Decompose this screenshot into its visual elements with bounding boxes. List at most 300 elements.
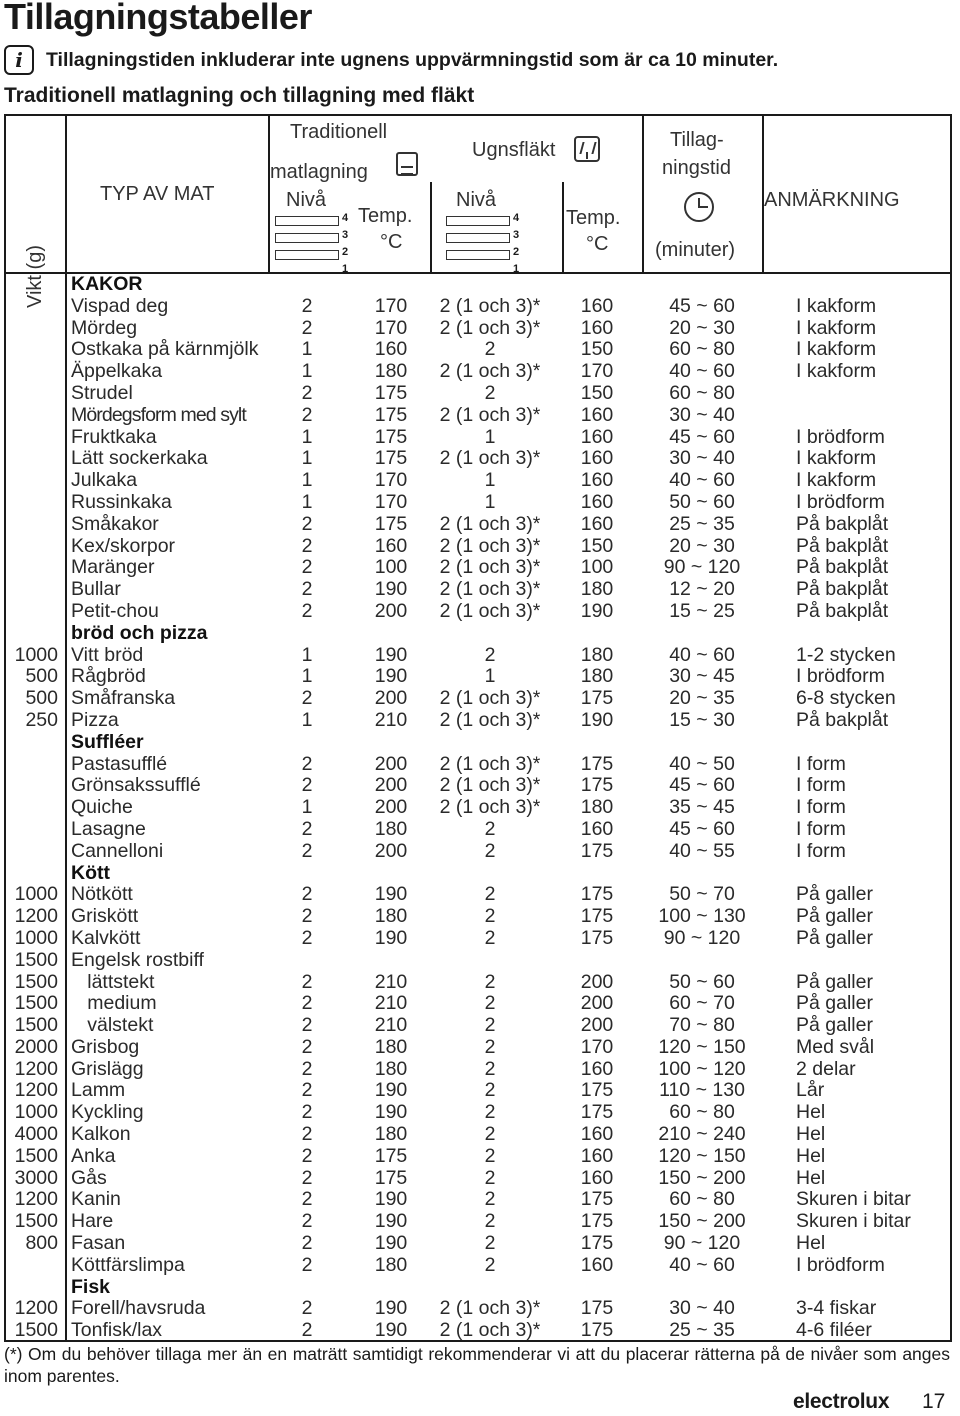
weight-cell: 1200 bbox=[14, 1079, 58, 1102]
time-cell: 35 ~ 45 bbox=[669, 796, 735, 819]
temp-traditional-cell: 190 bbox=[374, 1101, 408, 1124]
level-fan-cell: 2 bbox=[484, 1210, 496, 1233]
table-row bbox=[6, 536, 950, 558]
remark-cell: I kakform bbox=[796, 338, 877, 361]
level-fan-cell: 2 (1 och 3)* bbox=[439, 360, 541, 383]
temp-traditional-cell: 100 bbox=[374, 556, 408, 579]
level-traditional-cell: 2 bbox=[301, 1210, 313, 1233]
temp-traditional-cell: 180 bbox=[374, 360, 408, 383]
temp-fan-cell: 175 bbox=[580, 926, 614, 949]
level-traditional-cell: 2 bbox=[301, 381, 313, 404]
weight-cell: 1200 bbox=[14, 905, 58, 928]
temp-traditional-cell: 180 bbox=[374, 817, 408, 840]
info-icon: i bbox=[4, 45, 34, 75]
table-row bbox=[6, 754, 950, 776]
food-cell: Ostkaka på kärnmjölk bbox=[71, 338, 259, 361]
table-row bbox=[6, 1168, 950, 1190]
food-cell: Lamm bbox=[71, 1079, 126, 1102]
food-cell: Tonfisk/lax bbox=[71, 1319, 163, 1342]
temp-traditional-cell: 200 bbox=[374, 752, 408, 775]
table-row bbox=[6, 405, 950, 427]
temp-fan-cell: 160 bbox=[580, 1144, 614, 1167]
temp-fan-cell: 150 bbox=[580, 338, 614, 361]
info-text: Tillagningstiden inkluderar inte ugnens uppvärmningstid som är ca 10 minuter. bbox=[46, 48, 779, 71]
level-fan-cell: 2 (1 och 3)* bbox=[439, 447, 541, 470]
table-row bbox=[6, 1015, 950, 1037]
level-fan-cell: 2 bbox=[484, 1232, 496, 1255]
temp-traditional-cell: 190 bbox=[374, 1188, 408, 1211]
category-row bbox=[6, 863, 950, 885]
time-cell: 100 ~ 130 bbox=[658, 905, 746, 928]
remark-cell: I brödform bbox=[796, 665, 885, 688]
table-row bbox=[6, 1037, 950, 1059]
food-cell: Petit-chou bbox=[71, 599, 159, 622]
time-cell: 50 ~ 60 bbox=[669, 490, 735, 513]
food-cell: Russinkaka bbox=[71, 490, 172, 513]
food-cell: Julkaka bbox=[71, 469, 138, 492]
food-cell: Mördeg bbox=[71, 316, 138, 339]
level-fan-cell: 2 bbox=[484, 1079, 496, 1102]
remark-cell: På bakplåt bbox=[796, 578, 889, 601]
food-cell: Småfranska bbox=[71, 687, 176, 710]
food-cell: Cannelloni bbox=[71, 839, 164, 862]
temp-traditional-cell: 170 bbox=[374, 469, 408, 492]
temp-fan-cell: 160 bbox=[580, 294, 614, 317]
table-row bbox=[6, 1102, 950, 1124]
temp-fan-cell: 100 bbox=[580, 556, 614, 579]
level-fan-cell: 2 (1 och 3)* bbox=[439, 556, 541, 579]
header-level-traditional: Nivå bbox=[286, 189, 327, 211]
level-traditional-cell: 2 bbox=[301, 1101, 313, 1124]
weight-cell: 1500 bbox=[14, 992, 58, 1015]
weight-cell: 1500 bbox=[14, 1014, 58, 1037]
temp-traditional-cell: 200 bbox=[374, 839, 408, 862]
food-cell: Rågbröd bbox=[71, 665, 146, 688]
table-body bbox=[6, 274, 950, 1342]
level-traditional-cell: 2 bbox=[301, 817, 313, 840]
temp-fan-cell: 175 bbox=[580, 1319, 614, 1342]
table-row bbox=[6, 993, 950, 1015]
remark-cell: På bakplåt bbox=[796, 534, 889, 557]
table-row bbox=[6, 928, 950, 950]
table-row bbox=[6, 361, 950, 383]
table-row bbox=[6, 296, 950, 318]
temp-traditional-cell: 190 bbox=[374, 665, 408, 688]
level-fan-cell: 2 bbox=[484, 1123, 496, 1146]
table-row bbox=[6, 470, 950, 492]
level-traditional-cell: 2 bbox=[301, 534, 313, 557]
level-fan-cell: 2 (1 och 3)* bbox=[439, 512, 541, 535]
time-cell: 30 ~ 40 bbox=[669, 447, 735, 470]
level-traditional-cell: 2 bbox=[301, 403, 313, 426]
header-unit-traditional: °C bbox=[380, 231, 403, 253]
level-traditional-cell: 1 bbox=[301, 643, 313, 666]
temp-traditional-cell: 210 bbox=[374, 708, 408, 731]
temp-traditional-cell: 210 bbox=[374, 1014, 408, 1037]
temp-fan-cell: 175 bbox=[580, 1188, 614, 1211]
remark-cell: Med svål bbox=[796, 1035, 875, 1058]
temp-fan-cell: 180 bbox=[580, 578, 614, 601]
category-row bbox=[6, 623, 950, 645]
temp-fan-cell: 200 bbox=[580, 970, 614, 993]
remark-cell: På bakplåt bbox=[796, 599, 889, 622]
header-traditional-2: matlagning bbox=[270, 161, 368, 183]
remark-cell: På bakplåt bbox=[796, 708, 889, 731]
header-fan: Ugnsfläkt bbox=[472, 139, 556, 161]
remark-cell: I brödform bbox=[796, 1253, 885, 1276]
level-traditional-cell: 2 bbox=[301, 556, 313, 579]
temp-fan-cell: 175 bbox=[580, 905, 614, 928]
temp-fan-cell: 180 bbox=[580, 643, 614, 666]
table-row bbox=[6, 950, 950, 972]
time-cell: 30 ~ 40 bbox=[669, 1297, 735, 1320]
level-fan-cell: 2 bbox=[484, 1035, 496, 1058]
level-fan-cell: 1 bbox=[484, 665, 496, 688]
column-divider bbox=[268, 116, 270, 272]
level-fan-cell: 2 (1 och 3)* bbox=[439, 534, 541, 557]
level-traditional-cell: 2 bbox=[301, 1144, 313, 1167]
level-traditional-cell: 2 bbox=[301, 774, 313, 797]
level-traditional-cell: 2 bbox=[301, 1297, 313, 1320]
temp-traditional-cell: 190 bbox=[374, 1210, 408, 1233]
temp-fan-cell: 175 bbox=[580, 1232, 614, 1255]
food-cell: Quiche bbox=[71, 796, 133, 819]
temp-traditional-cell: 175 bbox=[374, 1144, 408, 1167]
level-fan-cell: 2 (1 och 3)* bbox=[439, 316, 541, 339]
table-row bbox=[6, 797, 950, 819]
header-temp-traditional: Temp. bbox=[358, 205, 413, 227]
remark-cell: På galler bbox=[796, 926, 873, 949]
remark-cell: På galler bbox=[796, 883, 873, 906]
level-fan-cell: 1 bbox=[484, 490, 496, 513]
table-row bbox=[6, 514, 950, 536]
weight-cell: 1500 bbox=[14, 1144, 58, 1167]
level-fan-cell: 2 bbox=[484, 1188, 496, 1211]
fan-oven-icon bbox=[574, 136, 600, 162]
food-cell: Gås bbox=[71, 1166, 107, 1189]
level-fan-cell: 2 (1 och 3)* bbox=[439, 578, 541, 601]
header-time-unit: (minuter) bbox=[655, 239, 736, 261]
table-row bbox=[6, 579, 950, 601]
temp-traditional-cell: 190 bbox=[374, 883, 408, 906]
shelf-number: 4 bbox=[513, 212, 520, 224]
table-row bbox=[6, 448, 950, 470]
shelf-number: 1 bbox=[342, 263, 349, 275]
level-traditional-cell: 2 bbox=[301, 1057, 313, 1080]
weight-cell: 3000 bbox=[14, 1166, 58, 1189]
level-traditional-cell: 2 bbox=[301, 578, 313, 601]
level-traditional-cell: 2 bbox=[301, 1079, 313, 1102]
column-divider bbox=[430, 182, 432, 272]
temp-fan-cell: 175 bbox=[580, 774, 614, 797]
food-cell: Anka bbox=[71, 1144, 116, 1167]
remark-cell: I kakform bbox=[796, 360, 877, 383]
time-cell: 60 ~ 80 bbox=[669, 338, 735, 361]
time-cell: 90 ~ 120 bbox=[663, 556, 741, 579]
level-fan-cell: 2 bbox=[484, 338, 496, 361]
shelf-number: 1 bbox=[513, 263, 520, 275]
time-cell: 60 ~ 80 bbox=[669, 1101, 735, 1124]
level-fan-cell: 2 bbox=[484, 970, 496, 993]
weight-cell: 1000 bbox=[14, 1101, 58, 1124]
level-fan-cell: 2 (1 och 3)* bbox=[439, 774, 541, 797]
level-traditional-cell: 2 bbox=[301, 970, 313, 993]
level-traditional-cell: 1 bbox=[301, 425, 313, 448]
food-cell: Köttfärslimpa bbox=[71, 1253, 185, 1276]
remark-cell: På galler bbox=[796, 905, 873, 928]
brand-logo: electrolux bbox=[793, 1390, 890, 1413]
remark-cell: I kakform bbox=[796, 469, 877, 492]
temp-fan-cell: 160 bbox=[580, 403, 614, 426]
weight-cell: 1200 bbox=[14, 1297, 58, 1320]
remark-cell: På galler bbox=[796, 992, 873, 1015]
food-cell: Fruktkaka bbox=[71, 425, 157, 448]
time-cell: 110 ~ 130 bbox=[659, 1079, 745, 1102]
remark-cell: I kakform bbox=[796, 316, 877, 339]
level-traditional-cell: 2 bbox=[301, 883, 313, 906]
time-cell: 30 ~ 40 bbox=[669, 403, 735, 426]
remark-cell: I form bbox=[796, 752, 846, 775]
food-cell: Bullar bbox=[71, 578, 121, 601]
category-row bbox=[6, 1277, 950, 1299]
level-fan-cell: 2 (1 och 3)* bbox=[439, 294, 541, 317]
level-fan-cell: 2 bbox=[484, 1014, 496, 1037]
temp-fan-cell: 160 bbox=[580, 490, 614, 513]
time-cell: 50 ~ 70 bbox=[669, 883, 735, 906]
food-cell: Griskött bbox=[71, 905, 139, 928]
level-fan-cell: 2 (1 och 3)* bbox=[439, 1297, 541, 1320]
page-title: Tillagningstabeller bbox=[4, 0, 312, 37]
remark-cell: Hel bbox=[796, 1144, 826, 1167]
level-traditional-cell: 2 bbox=[301, 926, 313, 949]
food-cell: Småkakor bbox=[71, 512, 159, 535]
remark-cell: 4-6 filéer bbox=[796, 1319, 872, 1342]
level-traditional-cell: 2 bbox=[301, 752, 313, 775]
remark-cell: Hel bbox=[796, 1101, 826, 1124]
column-divider bbox=[642, 116, 644, 272]
food-cell: Kanin bbox=[71, 1188, 121, 1211]
weight-cell: 1500 bbox=[14, 1210, 58, 1233]
temp-fan-cell: 175 bbox=[580, 1079, 614, 1102]
temp-fan-cell: 160 bbox=[580, 1123, 614, 1146]
temp-fan-cell: 150 bbox=[580, 381, 614, 404]
time-cell: 45 ~ 60 bbox=[669, 425, 735, 448]
remark-cell: Lår bbox=[796, 1079, 825, 1102]
level-traditional-cell: 2 bbox=[301, 1188, 313, 1211]
time-cell: 60 ~ 80 bbox=[669, 381, 735, 404]
time-cell: 45 ~ 60 bbox=[669, 817, 735, 840]
table-row bbox=[6, 1255, 950, 1277]
temp-fan-cell: 190 bbox=[580, 599, 614, 622]
temp-fan-cell: 180 bbox=[580, 796, 614, 819]
table-row bbox=[6, 339, 950, 361]
level-traditional-cell: 2 bbox=[301, 1014, 313, 1037]
food-cell: Nötkött bbox=[71, 883, 133, 906]
table-row bbox=[6, 1233, 950, 1255]
time-cell: 40 ~ 60 bbox=[669, 1253, 735, 1276]
food-cell: Kött bbox=[71, 861, 110, 884]
weight-cell: 1000 bbox=[14, 883, 58, 906]
food-cell: Kyckling bbox=[71, 1101, 144, 1124]
temp-traditional-cell: 190 bbox=[374, 926, 408, 949]
table-row bbox=[6, 492, 950, 514]
remark-cell: Hel bbox=[796, 1232, 826, 1255]
time-cell: 120 ~ 150 bbox=[658, 1144, 746, 1167]
temp-fan-cell: 175 bbox=[580, 1297, 614, 1320]
food-cell: Kalkon bbox=[71, 1123, 131, 1146]
shelf-number: 4 bbox=[342, 212, 349, 224]
level-fan-cell: 2 bbox=[484, 992, 496, 1015]
temp-traditional-cell: 200 bbox=[374, 796, 408, 819]
time-cell: 40 ~ 60 bbox=[669, 360, 735, 383]
food-cell: Vispad deg bbox=[71, 294, 169, 317]
food-cell: Fisk bbox=[71, 1275, 111, 1298]
table-row bbox=[6, 1124, 950, 1146]
temp-traditional-cell: 180 bbox=[374, 1057, 408, 1080]
temp-traditional-cell: 200 bbox=[374, 599, 408, 622]
section-subtitle: Traditionell matlagning och tillagning med fläkt bbox=[4, 84, 475, 107]
time-cell: 40 ~ 60 bbox=[669, 643, 735, 666]
level-fan-cell: 1 bbox=[484, 425, 496, 448]
level-traditional-cell: 2 bbox=[301, 839, 313, 862]
table-row bbox=[6, 819, 950, 841]
table-row bbox=[6, 906, 950, 928]
time-cell: 90 ~ 120 bbox=[663, 926, 741, 949]
level-fan-cell: 2 bbox=[484, 381, 496, 404]
remark-cell: I brödform bbox=[796, 490, 885, 513]
temp-traditional-cell: 175 bbox=[374, 512, 408, 535]
food-cell: Mördegsform med sylt bbox=[71, 403, 246, 426]
time-cell: 15 ~ 30 bbox=[669, 708, 735, 731]
temp-fan-cell: 160 bbox=[580, 1253, 614, 1276]
time-cell: 45 ~ 60 bbox=[669, 774, 735, 797]
shelf-number: 3 bbox=[513, 229, 520, 241]
table-row bbox=[6, 1080, 950, 1102]
weight-cell: 4000 bbox=[14, 1123, 58, 1146]
temp-traditional-cell: 175 bbox=[374, 381, 408, 404]
temp-traditional-cell: 190 bbox=[374, 1079, 408, 1102]
table-row bbox=[6, 601, 950, 623]
temp-fan-cell: 170 bbox=[580, 360, 614, 383]
table-row bbox=[6, 1189, 950, 1211]
time-cell: 20 ~ 30 bbox=[669, 316, 735, 339]
level-fan-cell: 2 (1 och 3)* bbox=[439, 752, 541, 775]
level-traditional-cell: 2 bbox=[301, 992, 313, 1015]
temp-traditional-cell: 210 bbox=[374, 970, 408, 993]
temp-fan-cell: 160 bbox=[580, 1057, 614, 1080]
table-row bbox=[6, 841, 950, 863]
time-cell: 12 ~ 20 bbox=[669, 578, 735, 601]
time-cell: 40 ~ 55 bbox=[669, 839, 735, 862]
time-cell: 120 ~ 150 bbox=[658, 1035, 746, 1058]
time-cell: 20 ~ 35 bbox=[669, 687, 735, 710]
temp-fan-cell: 175 bbox=[580, 839, 614, 862]
temp-fan-cell: 150 bbox=[580, 534, 614, 557]
temp-traditional-cell: 190 bbox=[374, 578, 408, 601]
time-cell: 15 ~ 25 bbox=[669, 599, 735, 622]
level-traditional-cell: 1 bbox=[301, 469, 313, 492]
temp-fan-cell: 160 bbox=[580, 447, 614, 470]
food-cell: Grönsakssufflé bbox=[71, 774, 201, 797]
remark-cell: I kakform bbox=[796, 294, 877, 317]
category-row bbox=[6, 732, 950, 754]
traditional-oven-icon bbox=[396, 152, 418, 176]
remark-cell: 1-2 stycken bbox=[796, 643, 896, 666]
level-fan-cell: 2 bbox=[484, 1253, 496, 1276]
level-fan-cell: 2 (1 och 3)* bbox=[439, 599, 541, 622]
time-cell: 25 ~ 35 bbox=[669, 512, 735, 535]
header-time-1: Tillag- bbox=[670, 129, 724, 151]
temp-fan-cell: 175 bbox=[580, 687, 614, 710]
header-level-fan: Nivå bbox=[456, 189, 497, 211]
table-row bbox=[6, 383, 950, 405]
header-weight: Vikt (g) bbox=[24, 245, 46, 308]
level-fan-cell: 2 bbox=[484, 1101, 496, 1124]
header-food-type: TYP AV MAT bbox=[100, 183, 215, 205]
level-fan-cell: 2 bbox=[484, 839, 496, 862]
remark-cell: På bakplåt bbox=[796, 512, 889, 535]
food-cell: Hare bbox=[71, 1210, 114, 1233]
header-traditional-1: Traditionell bbox=[290, 121, 388, 143]
remark-cell: I brödform bbox=[796, 425, 885, 448]
shelf-number: 3 bbox=[342, 229, 349, 241]
food-cell: Lasagne bbox=[71, 817, 146, 840]
remark-cell: Hel bbox=[796, 1123, 826, 1146]
temp-fan-cell: 170 bbox=[580, 1035, 614, 1058]
time-cell: 150 ~ 200 bbox=[658, 1166, 746, 1189]
temp-traditional-cell: 190 bbox=[374, 1232, 408, 1255]
food-cell: Grislägg bbox=[71, 1057, 144, 1080]
remark-cell: 3-4 fiskar bbox=[796, 1297, 877, 1320]
temp-fan-cell: 175 bbox=[580, 752, 614, 775]
level-fan-cell: 2 bbox=[484, 1057, 496, 1080]
temp-traditional-cell: 175 bbox=[374, 1166, 408, 1189]
level-traditional-cell: 2 bbox=[301, 294, 313, 317]
time-cell: 45 ~ 60 bbox=[669, 294, 735, 317]
level-traditional-cell: 2 bbox=[301, 1232, 313, 1255]
level-traditional-cell: 2 bbox=[301, 316, 313, 339]
level-traditional-cell: 1 bbox=[301, 796, 313, 819]
remark-cell: Hel bbox=[796, 1166, 826, 1189]
food-cell: Kalvkött bbox=[71, 926, 141, 949]
level-fan-cell: 2 (1 och 3)* bbox=[439, 403, 541, 426]
level-traditional-cell: 2 bbox=[301, 687, 313, 710]
food-cell: Lätt sockerkaka bbox=[71, 447, 208, 470]
temp-traditional-cell: 190 bbox=[374, 1319, 408, 1342]
food-cell: Pizza bbox=[71, 708, 119, 731]
weight-cell: 250 bbox=[25, 708, 58, 731]
category-row bbox=[6, 274, 950, 296]
temp-fan-cell: 175 bbox=[580, 883, 614, 906]
level-traditional-cell: 1 bbox=[301, 665, 313, 688]
time-cell: 30 ~ 45 bbox=[669, 665, 735, 688]
time-cell: 25 ~ 35 bbox=[669, 1319, 735, 1342]
temp-traditional-cell: 180 bbox=[374, 1253, 408, 1276]
time-cell: 50 ~ 60 bbox=[669, 970, 735, 993]
footnote: (*) Om du behöver tillaga mer än en maträtt samtidigt rekommenderar vi att du placerar rätterna på de nivåer som anges inom parentes. bbox=[4, 1344, 950, 1386]
temp-fan-cell: 160 bbox=[580, 512, 614, 535]
time-cell: 90 ~ 120 bbox=[663, 1232, 741, 1255]
temp-traditional-cell: 180 bbox=[374, 1035, 408, 1058]
level-traditional-cell: 2 bbox=[301, 905, 313, 928]
weight-cell: 1200 bbox=[14, 1057, 58, 1080]
level-fan-cell: 2 bbox=[484, 643, 496, 666]
table-row bbox=[6, 1146, 950, 1168]
remark-cell: I form bbox=[796, 774, 846, 797]
weight-cell: 1500 bbox=[14, 948, 58, 971]
header-remark: ANMÄRKNING bbox=[764, 189, 900, 211]
food-cell: Strudel bbox=[71, 381, 133, 404]
